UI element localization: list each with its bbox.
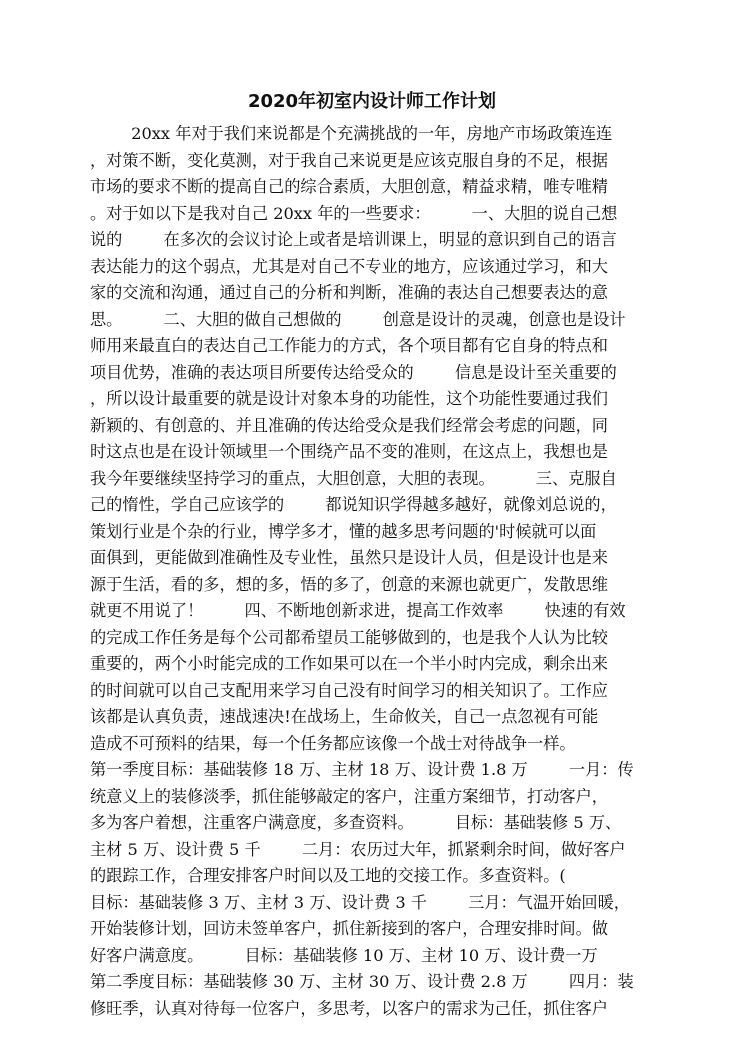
body-text-line: 家的交流和沟通，通过自己的分析和判断，准确的表达自己想要表达的意 [90,283,608,302]
body-text-line: 开始装修计划，回访未签单客户，抓住新接到的客户，合理安排时间。做 [90,919,608,938]
body-text-line: 表达能力的这个弱点，尤其是对自己不专业的地方，应该通过学习，和大 [90,256,608,276]
body-text-line: 源于生活，看的多，想的多，悟的多了，创意的来源也就更广，发散思维 [90,574,608,594]
body-text-line: 的完成工作任务是每个公司都希望员工能够做到的，也是我个人认为比较 [90,627,608,647]
body-text-line: 重要的，两个小时能完成的工作如果可以在一个半小时内完成，剩余出来 [90,654,608,673]
body-text-line: 就更不用说了！ 四、不断地创新求进，提高工作效率 快速的有效 [90,601,626,620]
body-text-line: 的时间就可以自己支配用来学习自己没有时间学习的相关知识了。工作应 [90,680,608,700]
body-text-line: ，对策不断，变化莫测，对于我自己来说更是应该克服自身的不足，根据 [90,150,608,170]
body-text-line: 修旺季，认真对待每一位客户，多思考，以客户的需求为己任，抓住客户 [90,998,608,1018]
body-text-line: 说的 在多次的会议讨论上或者是培训课上，明显的意识到自己的语言 [90,230,617,249]
body-text-line: 时这点也是在设计领域里一个围绕产品不变的准则，在这点上，我想也是 [90,442,608,461]
body-text-line: 面俱到，更能做到准确性及专业性，虽然只是设计人员，但是设计也是来 [90,548,608,567]
body-text-line: 师用来最直白的表达自己工作能力的方式，各个项目都有它自身的特点和 [90,336,608,355]
body-text-line: 主材 5 万、设计费 5 千 二月：农历过大年，抓紧剩余时间，做好客户 [90,839,626,859]
body-text-line: 思。 二、大胆的做自己想做的 创意是设计的灵魂，创意也是设计 [90,309,626,329]
body-text-line: 新颖的、有创意的、并且准确的传达给受众是我们经常会考虑的问题，同 [90,415,608,435]
body-text-line: 市场的要求不断的提高自己的综合素质，大胆创意，精益求精，唯专唯精 [90,177,608,196]
body-text-line: 项目优势，准确的表达项目所要传达给受众的 信息是设计至关重要的 [90,362,617,382]
body-text-line: 统意义上的装修淡季，抓住能够敲定的客户，注重方案细节，打动客户， [90,786,608,806]
body-text-line: 己的惰性，学自己应该学的 都说知识学得越多越好，就像刘总说的， [90,495,617,514]
document-title: 2020年初室内设计师工作计划 [247,91,497,112]
document-body [90,121,662,1022]
body-text-line: 多为客户着想，注重客户满意度，多查资料。 目标：基础装修 5 万、 [90,813,622,832]
body-text-line: 好客户满意度。 目标：基础装修 10 万、主材 10 万、设计费一万 [90,945,598,965]
body-text-line: 目标：基础装修 3 万、主材 3 万、设计费 3 千 三月：气温开始回暖， [90,892,630,912]
body-text-line: 第一季度目标：基础装修 18 万、主材 18 万、设计费 1.8 万 一月：传 [90,760,634,779]
body-text-line: ，所以设计最重要的就是设计对象本身的功能性，这个功能性要通过我们 [90,389,608,408]
body-text-line: 20xx 年对于我们来说都是个充满挑战的一年，房地产市场政策连连 [90,124,613,143]
body-text-line: 。对于如以下是我对自己 20xx 年的一些要求： 一、大胆的说自己想 [90,203,618,223]
body-text-line: 的跟踪工作，合理安排客户时间以及工地的交接工作。多查资料。( [90,866,566,885]
body-text-line: 该都是认真负责，速战速决!在战场上，生命攸关，自己一点忽视有可能 [90,707,599,726]
body-text-line: 造成不可预料的结果，每一个任务都应该像一个战士对待战争一样。 [90,733,576,753]
body-text-line: 我今年要继续坚持学习的重点，大胆创意，大胆的表现。 三、克服自 [90,468,617,488]
body-text-line: 第二季度目标：基础装修 30 万、主材 30 万、设计费 2.8 万 四月：装 [90,972,634,991]
body-text-line: 策划行业是个杂的行业，博学多才，懂的越多思考问题的'时候就可以面 [90,521,597,541]
